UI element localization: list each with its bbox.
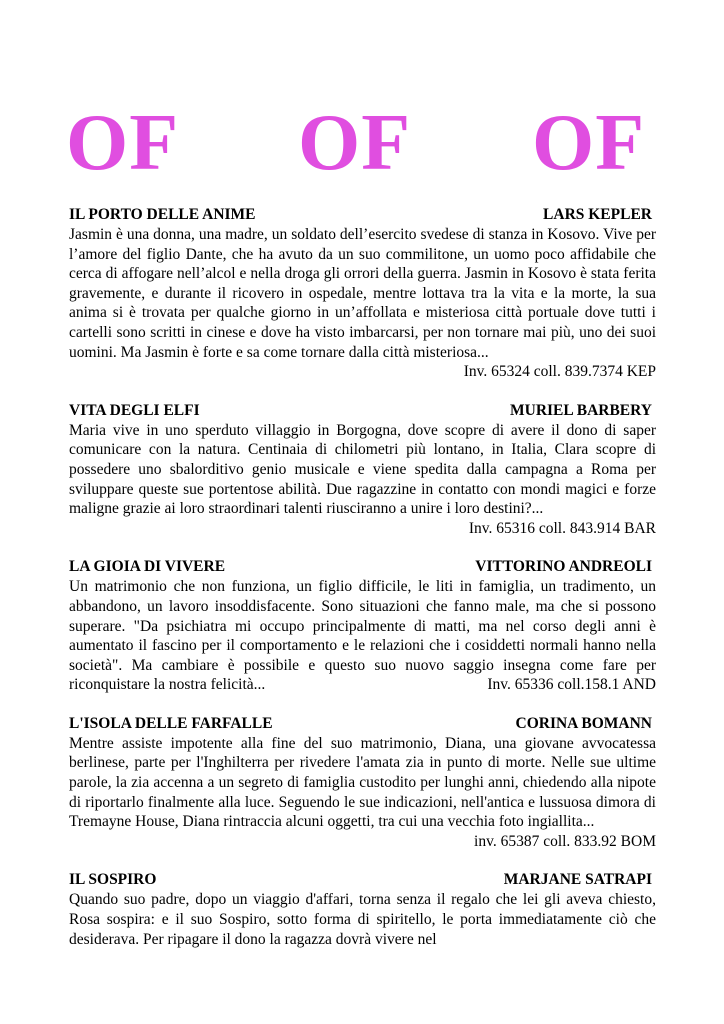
book-heading — [69, 714, 656, 734]
banner-word: OF — [298, 99, 412, 187]
book-synopsis: Mentre assiste impotente alla fine del suo matrimonio, Diana, una giovane avvocatessa berlinese, parte per l'Inghilterra per rivedere l'amata zia in punto di morte. Nelle sue ultime parole, la zia accenna a un segreto di famiglia custodito per lunghi anni, chiedendo alla nipote di riportarlo finalmente alla luce. Seguendo le sue indicazioni, nell'antica e lussuosa dimora di Tremayne House, Diana rintraccia alcuni oggetti, tra cui una vecchia foto ingiallita... — [69, 734, 656, 831]
book-synopsis: Quando suo padre, dopo un viaggio d'affari, torna senza il regalo che lei gli aveva chiesto, Rosa sospira: e il suo Sospiro, sotto forma di spiritello, le porta immediatamente ciò che desiderava. Per ripagare il dono la ragazza dovrà vivere nel — [69, 891, 656, 948]
book-author: VITTORINO ANDREOLI — [475, 558, 652, 576]
book-title: L'ISOLA DELLE FARFALLE — [69, 714, 273, 732]
book-author: LARS KEPLER — [543, 206, 652, 223]
inventory-reference: inv. 65387 coll. 833.92 BOM — [474, 832, 656, 850]
banner — [66, 100, 656, 186]
book-title: LA GIOIA DI VIVERE — [69, 558, 226, 576]
book-title: IL PORTO DELLE ANIME — [69, 206, 256, 223]
inventory-reference: Inv. 65316 coll. 843.914 BAR — [468, 519, 656, 537]
book-synopsis: Un matrimonio che non funziona, un figlio difficile, le liti in famiglia, un tradimento, un abbandono, un lavoro insoddisfacente. Sono situazioni che fanno male, ma che si possono superare. "Da psichiatra mi occupo principalmente di matti, ma nel corso degli anni è aumentato il fascino per il comportamento e le relazioni che i cosiddetti normali hanno nella società". Ma cambiare è possibile e questo suo nuovo saggio insegna come fare per riconquistare la nostra felicità... — [69, 578, 656, 694]
inventory-reference: Inv. 65324 coll. 839.7374 KEP — [463, 363, 656, 381]
banner-word: OF — [66, 99, 180, 187]
book-description — [69, 577, 656, 695]
inventory-reference: Inv. 65336 coll.158.1 AND — [487, 676, 656, 694]
book-title: VITA DEGLI ELFI — [69, 401, 200, 419]
book-author: MURIEL BARBERY — [510, 401, 652, 419]
book-author: MARJANE SATRAPI — [503, 871, 652, 889]
book-entry — [69, 401, 656, 539]
book-heading — [69, 557, 656, 577]
book-list — [69, 205, 656, 968]
book-description — [69, 225, 656, 382]
book-synopsis: Maria vive in uno sperduto villaggio in Borgogna, dove scopre di avere il dono di saper comunicare con la natura. Centinaia di chilometri più lontano, in Italia, Clara scopre di possedere uno sbalorditivo genio musicale e viene spedita dalla campagna a Roma per sviluppare queste sue portentose abilità. Due ragazzine in contatto con mondi magici e forze maligne grazie ai loro straordinari talenti riusciranno a unire i loro destini?... — [69, 421, 656, 518]
book-description — [69, 734, 656, 852]
book-title: IL SOSPIRO — [69, 871, 157, 889]
book-heading — [69, 205, 656, 225]
book-heading — [69, 870, 656, 890]
book-entry — [69, 870, 656, 949]
book-synopsis: Jasmin è una donna, una madre, un soldato dell’esercito svedese di stanza in Kosovo. Vive per l’amore del figlio Dante, che ha avuto da un suo commilitone, un uomo poco affidabile che cerca di affogare nell’alcol e nella droga gli orrori della guerra. Jasmin in Kosovo è stata ferita gravemente, e durante il ricovero in ospedale, mentre lottava tra la vita e la morte, la sua anima si è trovata per qualche giorno in un’affollata e misteriosa città portuale dove tutti i cartelli sono scritti in cinese e dove ha visto imbarcarsi, per non tornare mai più, uno dei suoi uomini. Ma Jasmin è forte e sa come tornare dalla città misteriosa... — [69, 226, 656, 361]
book-author: CORINA BOMANN — [515, 714, 652, 732]
book-entry — [69, 714, 656, 852]
book-entry — [69, 557, 656, 695]
book-description — [69, 890, 656, 949]
book-description — [69, 421, 656, 539]
book-heading — [69, 401, 656, 421]
book-entry — [69, 205, 656, 382]
banner-word: OF — [532, 99, 646, 187]
